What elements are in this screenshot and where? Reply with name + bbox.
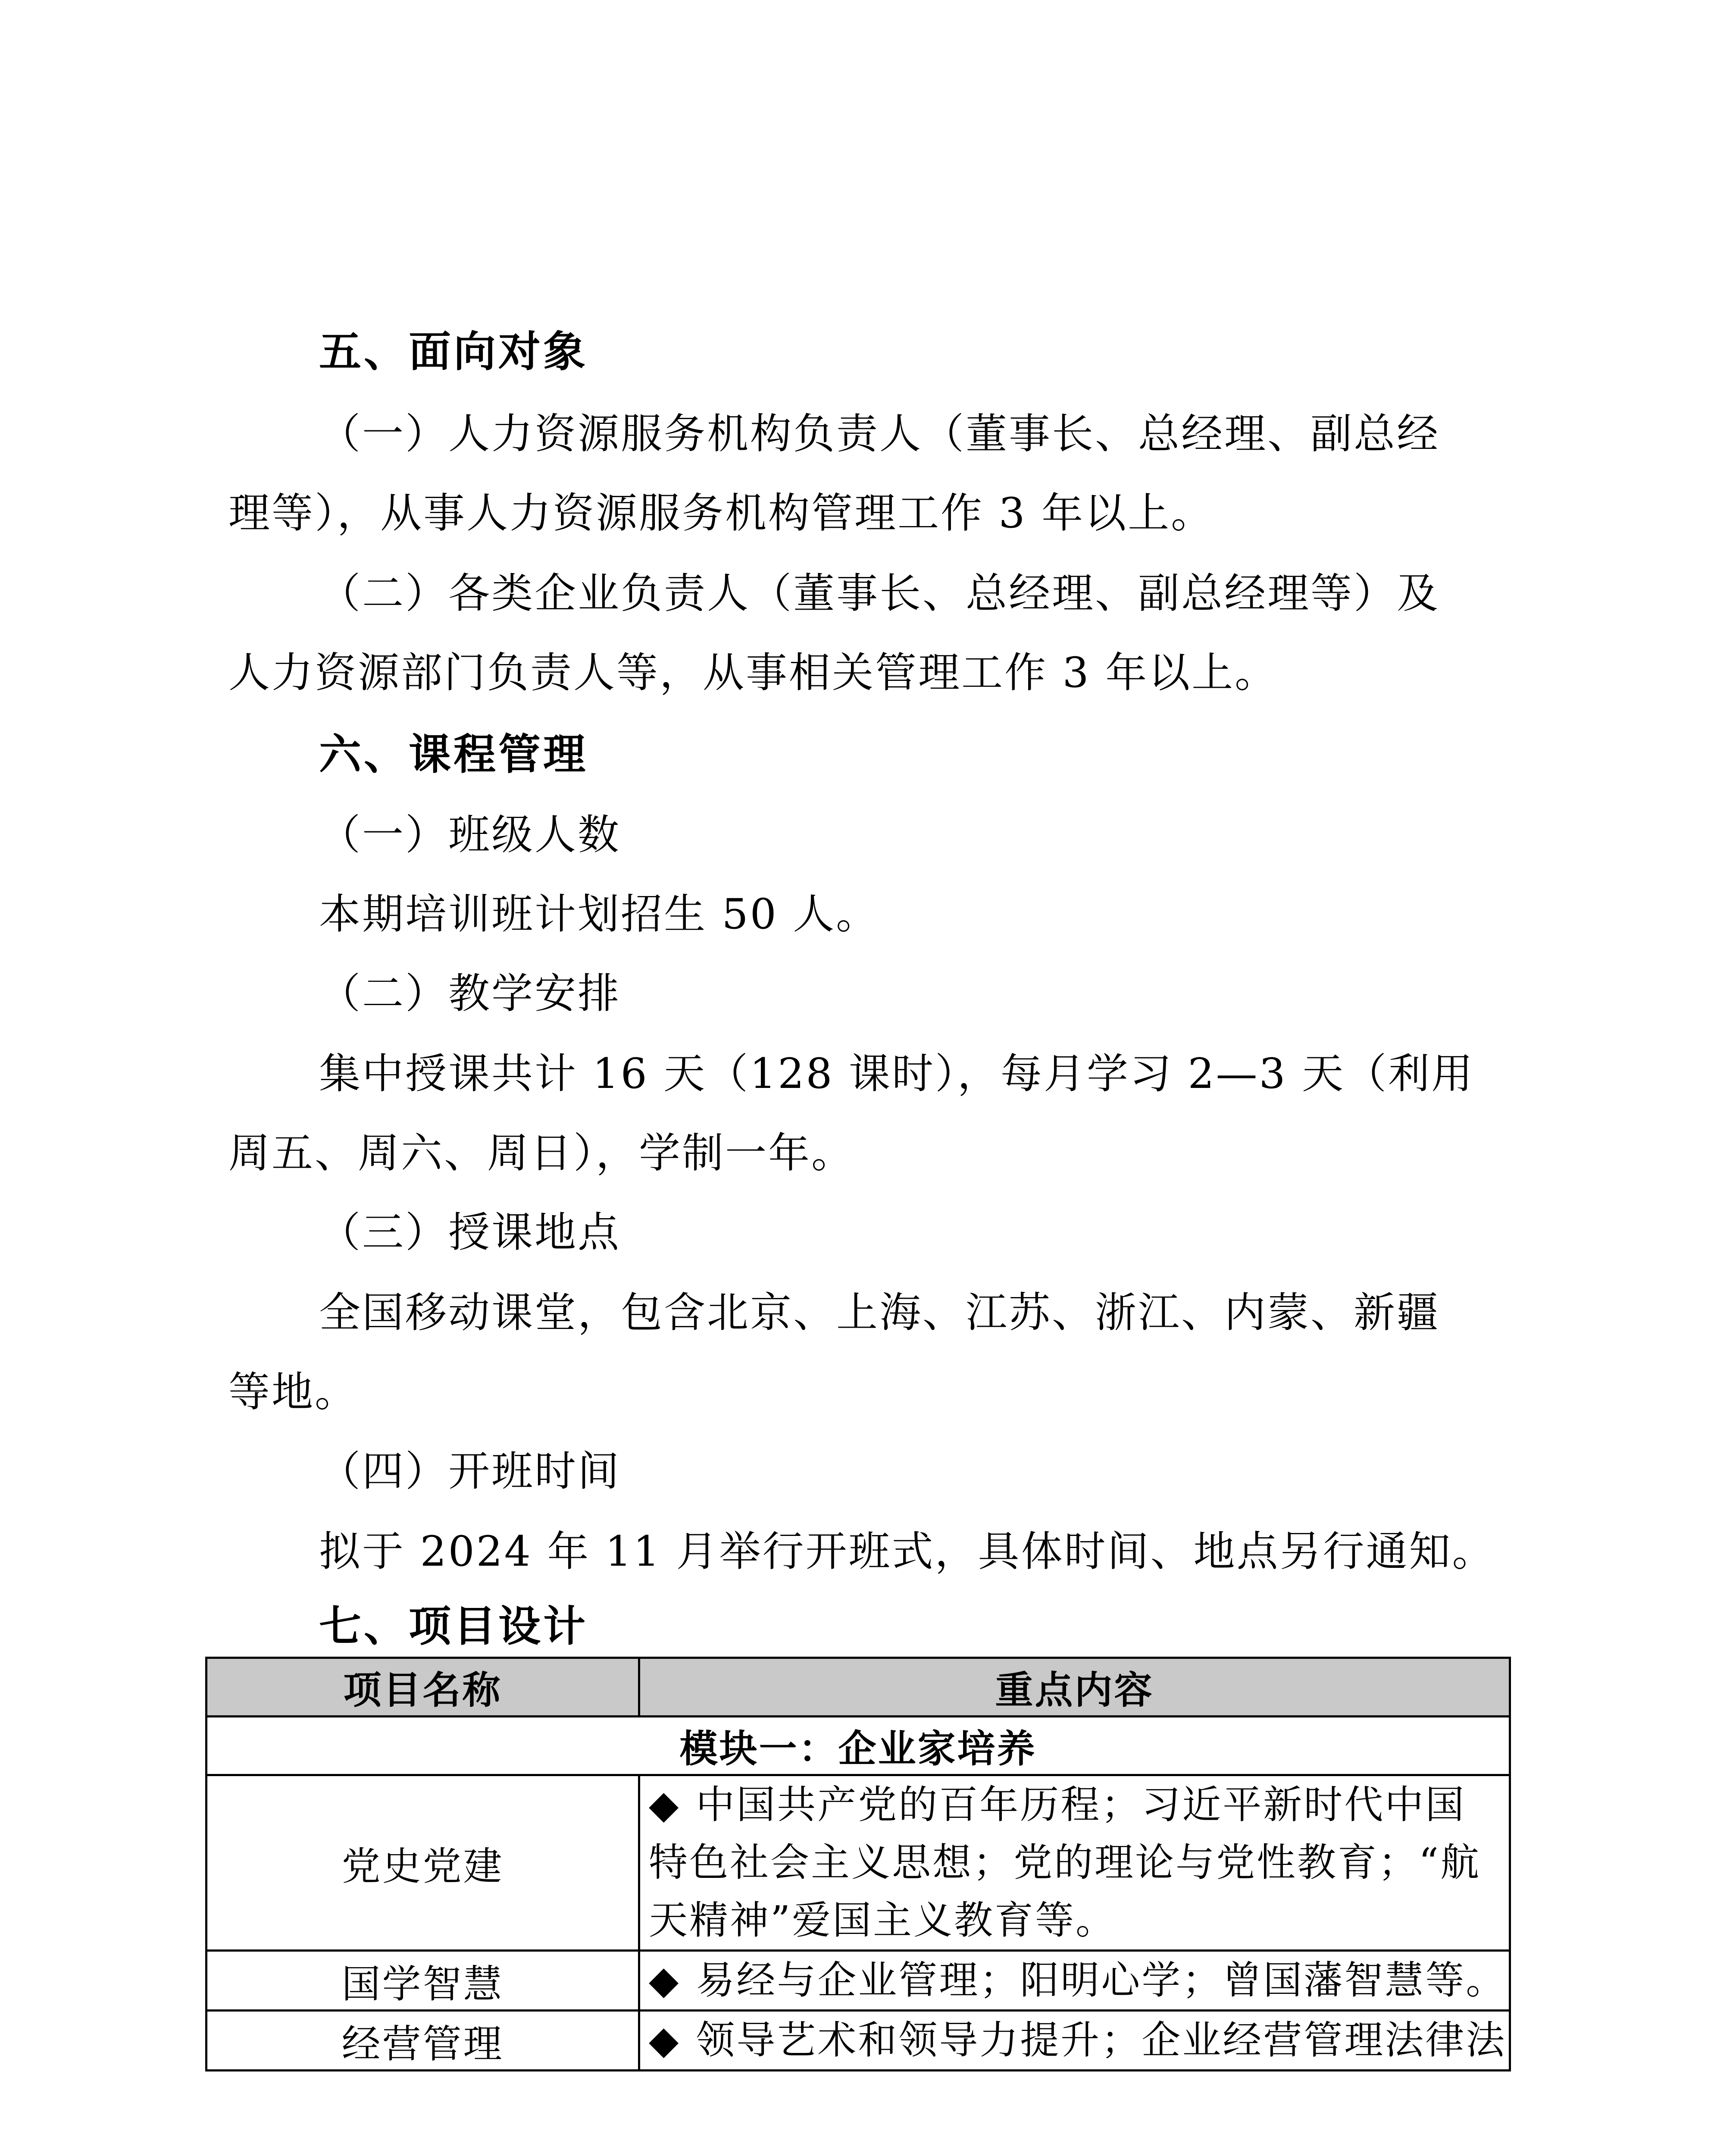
row-content-text: 易经与企业管理；阳明心学；曾国藩智慧等。	[696, 1958, 1507, 2003]
diamond-bullet-icon: ◆	[649, 2018, 681, 2063]
section-six-heading: 六、课程管理	[319, 730, 588, 779]
table-row	[206, 1951, 1510, 2011]
opening-time-subheading: （四）开班时间	[319, 1447, 621, 1495]
row-content-text: 中国共产党的百年历程；习近平新时代中国特色社会主义思想；党的理论与党性教育；“航天精神”爱国主义教育等。	[649, 1782, 1481, 1943]
header-key-content: 重点内容	[639, 1658, 1510, 1717]
section-five-item-two-line-one: （二）各类企业负责人（董事长、总经理、副总经理等）及	[319, 569, 1440, 617]
teaching-arrangement-subheading: （二）教学安排	[319, 969, 621, 1018]
header-project-name: 项目名称	[206, 1658, 639, 1717]
module-row	[206, 1717, 1510, 1775]
section-five-item-one-line-two: 理等），从事人力资源服务机构管理工作 3 年以上。	[228, 489, 1214, 537]
module-title: 模块一：企业家培养	[206, 1717, 1510, 1775]
project-design-table	[205, 1657, 1511, 2071]
class-size-text: 本期培训班计划招生 50 人。	[319, 890, 879, 938]
table-row	[206, 2011, 1510, 2071]
opening-time-text: 拟于 2024 年 11 月举行开班式，具体时间、地点另行通知。	[319, 1527, 1495, 1576]
row-content	[639, 2011, 1510, 2071]
teaching-arrangement-line-one: 集中授课共计 16 天（128 课时），每月学习 2—3 天（利用	[319, 1050, 1475, 1098]
teaching-location-line-one: 全国移动课堂，包含北京、上海、江苏、浙江、内蒙、新疆	[319, 1288, 1440, 1337]
row-content	[639, 1951, 1510, 2011]
teaching-arrangement-line-two: 周五、周六、周日），学制一年。	[228, 1129, 854, 1177]
class-size-subheading: （一）班级人数	[319, 811, 621, 859]
table-header-row	[206, 1658, 1510, 1717]
section-five-heading: 五、面向对象	[319, 327, 588, 376]
teaching-location-line-two: 等地。	[228, 1368, 358, 1416]
row-content-text: 领导艺术和领导力提升；企业经营管理法律法	[696, 2018, 1507, 2063]
diamond-bullet-icon: ◆	[649, 1958, 681, 2003]
section-five-item-two-line-two: 人力资源部门负责人等，从事相关管理工作 3 年以上。	[228, 649, 1278, 697]
teaching-location-subheading: （三）授课地点	[319, 1208, 621, 1257]
row-name: 经营管理	[206, 2011, 639, 2071]
row-name: 党史党建	[206, 1775, 639, 1951]
row-name: 国学智慧	[206, 1951, 639, 2011]
row-content	[639, 1775, 1510, 1951]
section-five-item-one-line-one: （一）人力资源服务机构负责人（董事长、总经理、副总经	[319, 410, 1440, 458]
table-row	[206, 1775, 1510, 1951]
diamond-bullet-icon: ◆	[649, 1782, 681, 1827]
section-seven-heading: 七、项目设计	[319, 1602, 588, 1651]
